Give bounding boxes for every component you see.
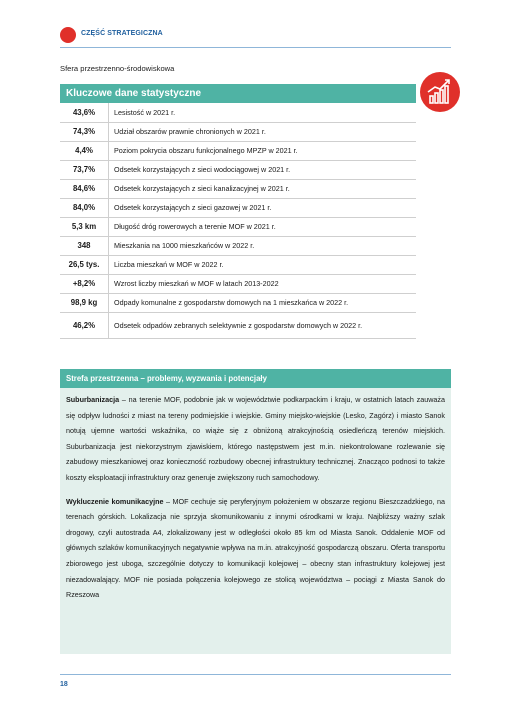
table-row — [60, 198, 416, 217]
stat-value: 26,5 tys. — [60, 255, 109, 274]
paragraph-suburbanizacja — [60, 392, 451, 486]
stat-value: 46,2% — [60, 312, 109, 338]
table-title: Kluczowe dane statystyczne — [60, 84, 416, 103]
header-dot-icon — [60, 27, 76, 43]
stat-value: +8,2% — [60, 274, 109, 293]
stat-description: Długość dróg rowerowych a terenie MOF w 2021 r. — [114, 222, 276, 231]
header-label: CZĘŚĆ STRATEGICZNA — [81, 30, 163, 37]
stat-description: Lesistość w 2021 r. — [114, 107, 176, 117]
footer-divider — [60, 674, 451, 675]
key-stats-table — [60, 84, 416, 339]
stat-value: 98,9 kg — [60, 293, 109, 312]
table-row — [60, 103, 416, 122]
table-body — [60, 103, 416, 338]
table-row — [60, 160, 416, 179]
stat-value: 348 — [60, 236, 109, 255]
stat-description: Liczba mieszkań w MOF w 2022 r. — [114, 260, 224, 269]
term-suburbanizacja: Suburbanizacja — [66, 395, 120, 404]
stat-description: Odsetek korzystających z sieci gazowej w 2021 r. — [114, 203, 272, 212]
page-number: 18 — [60, 681, 68, 688]
paragraph-text: – na terenie MOF, podobnie jak w województwie podkarpackim i kraju, w ostatnich latach zauważa się odpływ ludności z miast na tereny podmiejskie i wiejskie. Gminy miejsko-wiejskie (Lesko, Zagórz) i miasto Sanok notują ujemne wartości wskaźnika, co wiąże się z obniżoną atrakcyjnością osiedleńczą terenów miejskich. Suburbanizacja jest niekorzystnym zjawiskiem, którego następstwem jest m.in. niekontrolowane rozlewanie się zabudowy mieszkaniowej oraz konieczność rozbudowy obecnej infrastruktury technicznej. Znacząco podnosi to także koszty eksploatacji infrastruktury oraz generuje zwiększony ruch samochodowy. — [66, 395, 445, 482]
table-row — [60, 274, 416, 293]
table-row — [60, 255, 416, 274]
table-row — [60, 293, 416, 312]
stat-description: Wzrost liczby mieszkań w MOF w latach 2013-2022 — [114, 279, 279, 288]
growth-chart-icon — [420, 72, 460, 112]
stat-description: Odsetek korzystających z sieci kanalizacyjnej w 2021 r. — [114, 184, 290, 193]
header-divider — [60, 47, 451, 48]
stat-description: Odsetek korzystających z sieci wodociągowej w 2021 r. — [114, 165, 291, 174]
paragraph-wykluczenie — [60, 494, 451, 603]
term-wykluczenie: Wykluczenie komunikacyjne — [66, 496, 164, 506]
section-title: Strefa przestrzenna – problemy, wyzwania i potencjały — [60, 369, 451, 388]
stat-value: 73,7% — [60, 160, 109, 179]
stat-value: 5,3 km — [60, 217, 109, 236]
stat-description: Udział obszarów prawnie chronionych w 2021 r. — [114, 127, 266, 136]
stat-description: Poziom pokrycia obszaru funkcjonalnego MPZP w 2021 r. — [114, 146, 298, 155]
stat-value: 43,6% — [60, 103, 109, 122]
table-row — [60, 312, 416, 338]
paragraph-text: – MOF cechuje się peryferyjnym położeniem w obszarze regionu Bieszczadzkiego, na terenach górskich. Lokalizacja nie sprzyja skomunikowaniu z innymi ośrodkami w kraju. Najbliższy ważny szlak drogowy, czyli autostrada A4, zlokalizowany jest w odległości około 85 km od Miasta Sanok. Oddalenie MOF od głównych szlaków komunikacyjnych negatywnie wpływa na m.in. atrakcyjność gospodarczą obszaru. Oferta transportu zbiorowego jest uboga, szczególnie dotyczy to komunikacji kolejowej – obecny stan infrastruktury kolejowej jest niezadowalający. MOF nie posiada połączenia kolejowego ze stolicą województwa – pociągi z Miasta Sanok do Rzeszowa — [66, 496, 446, 600]
stat-description: Odpady komunalne z gospodarstw domowych na 1 mieszkańca w 2022 r. — [114, 298, 349, 307]
table-row — [60, 122, 416, 141]
table-row — [60, 179, 416, 198]
stat-description: Odsetek odpadów zebranych selektywnie z gospodarstw domowych w 2022 r. — [114, 320, 363, 330]
stat-value: 84,0% — [60, 198, 109, 217]
table-row — [60, 236, 416, 255]
page-subtitle: Sfera przestrzenno-środowiskowa — [60, 64, 175, 73]
table-row — [60, 141, 416, 160]
stat-value: 74,3% — [60, 122, 109, 141]
stat-description: Mieszkania na 1000 mieszkańców w 2022 r. — [114, 241, 255, 250]
problems-section — [60, 369, 451, 654]
table-row — [60, 217, 416, 236]
stat-value: 84,6% — [60, 179, 109, 198]
stat-value: 4,4% — [60, 141, 109, 160]
